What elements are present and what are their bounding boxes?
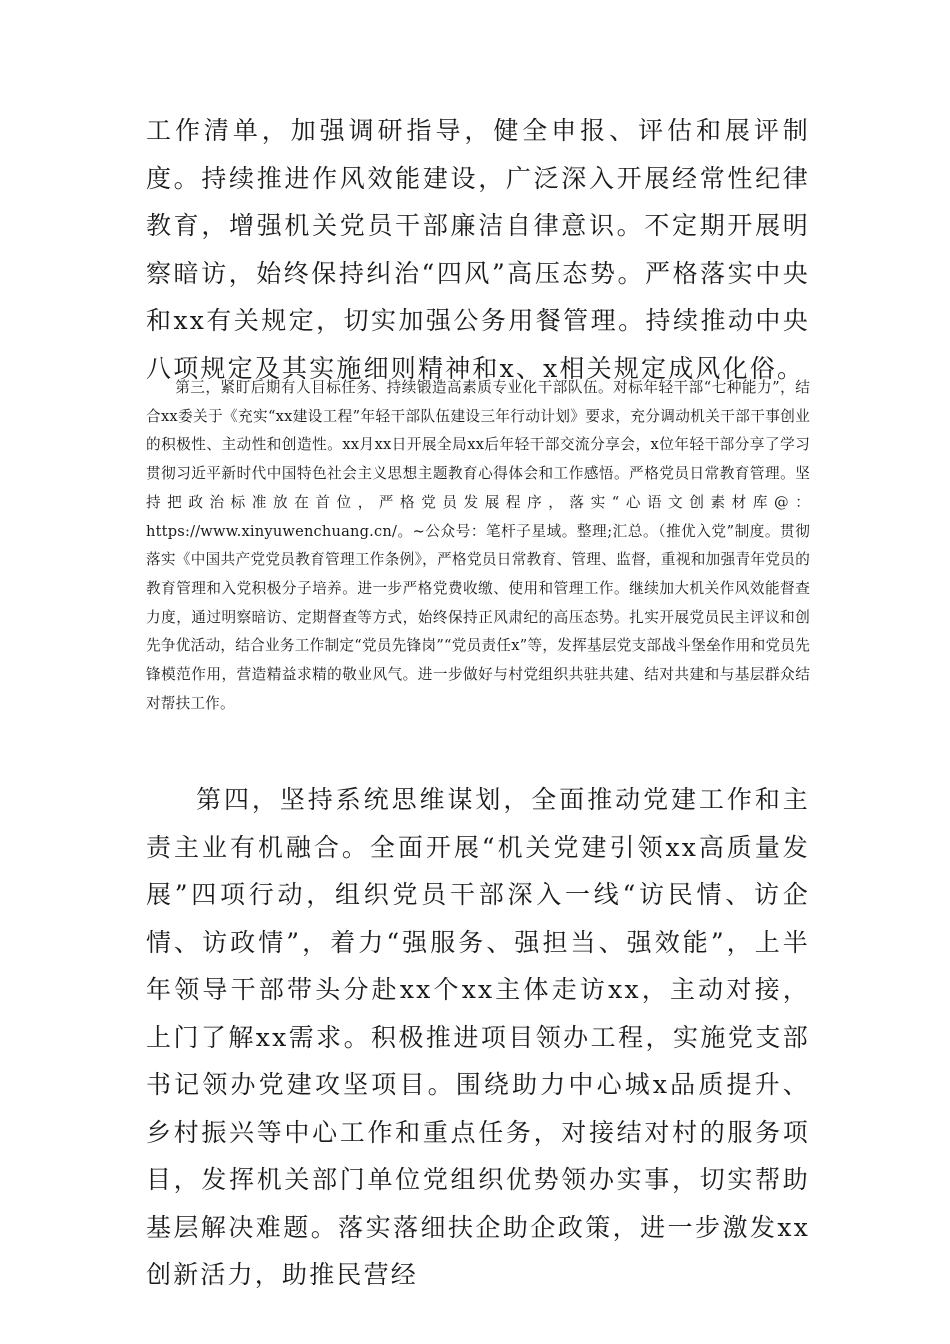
paragraph-fourth-party-building: 第四，坚持系统思维谋划，全面推动党建工作和主责主业有机融合。全面开展“机关党建引领xx高质量发展”四项行动，组织党员干部深入一线“访民情、访企情、访政情”，着力“强服务、强担当、强效能”，上半年领导干部带头分赴xx个xx主体走访xx，主动对接，上门了解xx需求。积极推进项目领办工程，实施党支部书记领办党建攻坚项目。围绕助力中心城x品质提升、乡村振兴等中心工作和重点任务，对接结对村的服务项目，发挥机关部门单位党组织优势领办实事，切实帮助基层解决难题。落实落细扶企助企政策，进一步激发xx创新活力，助推民营经 xyxy=(146,785,810,1289)
paragraph-work-style: 工作清单，加强调研指导，健全申报、评估和展评制度。持续推进作风效能建设，广泛深入开展经常性纪律教育，增强机关党员干部廉洁自律意识。不定期开展明察暗访，始终保持纠治“四风”高压态势。严格落实中央和xx有关规定，切实加强公务用餐管理。持续推动中央八项规定及其实施细则精神和x、x相关规定成风化俗。 xyxy=(146,116,810,383)
paragraph-third-cadre-team: 第三，紧盯后期有人目标任务、持续锻造高素质专业化干部队伍。对标年轻干部“七种能力”，结合xx委关于《充实“xx建设工程”年轻干部队伍建设三年行动计划》要求，充分调动机关干部干事创业的积极性、主动性和创造性。xx月xx日开展全局xx后年轻干部交流分享会，x位年轻干部分享了学习贯彻习近平新时代中国特色社会主义思想主题教育心得体会和工作感悟。严格党员日常教育管理。坚持把政治标准放在首位，严格党员发展程序，落实“心语文创素材库@：https://www.xinyuwenchuang.cn/。~公众号：笔杆子星域。整理;汇总。（推优入党”制度。贯彻落实《中国共产党党员教育管理工作条例》，严格党员日常教育、管理、监督，重视和加强青年党员的教育管理和入党积极分子培养。进一步严格党费收缴、使用和管理工作。继续加大机关作风效能督查力度，通过明察暗访、定期督查等方式，始终保持正风肃纪的高压态势。扎实开展党员民主评议和创先争优活动，结合业务工作制定“党员先锋岗”“党员责任x”等，发挥基层党支部战斗堡垒作用和党员先锋模范作用，营造精益求精的敬业风气。进一步做好与村党组织共驻共建、结对共建和与基层群众结对帮扶工作。 xyxy=(146,379,810,712)
